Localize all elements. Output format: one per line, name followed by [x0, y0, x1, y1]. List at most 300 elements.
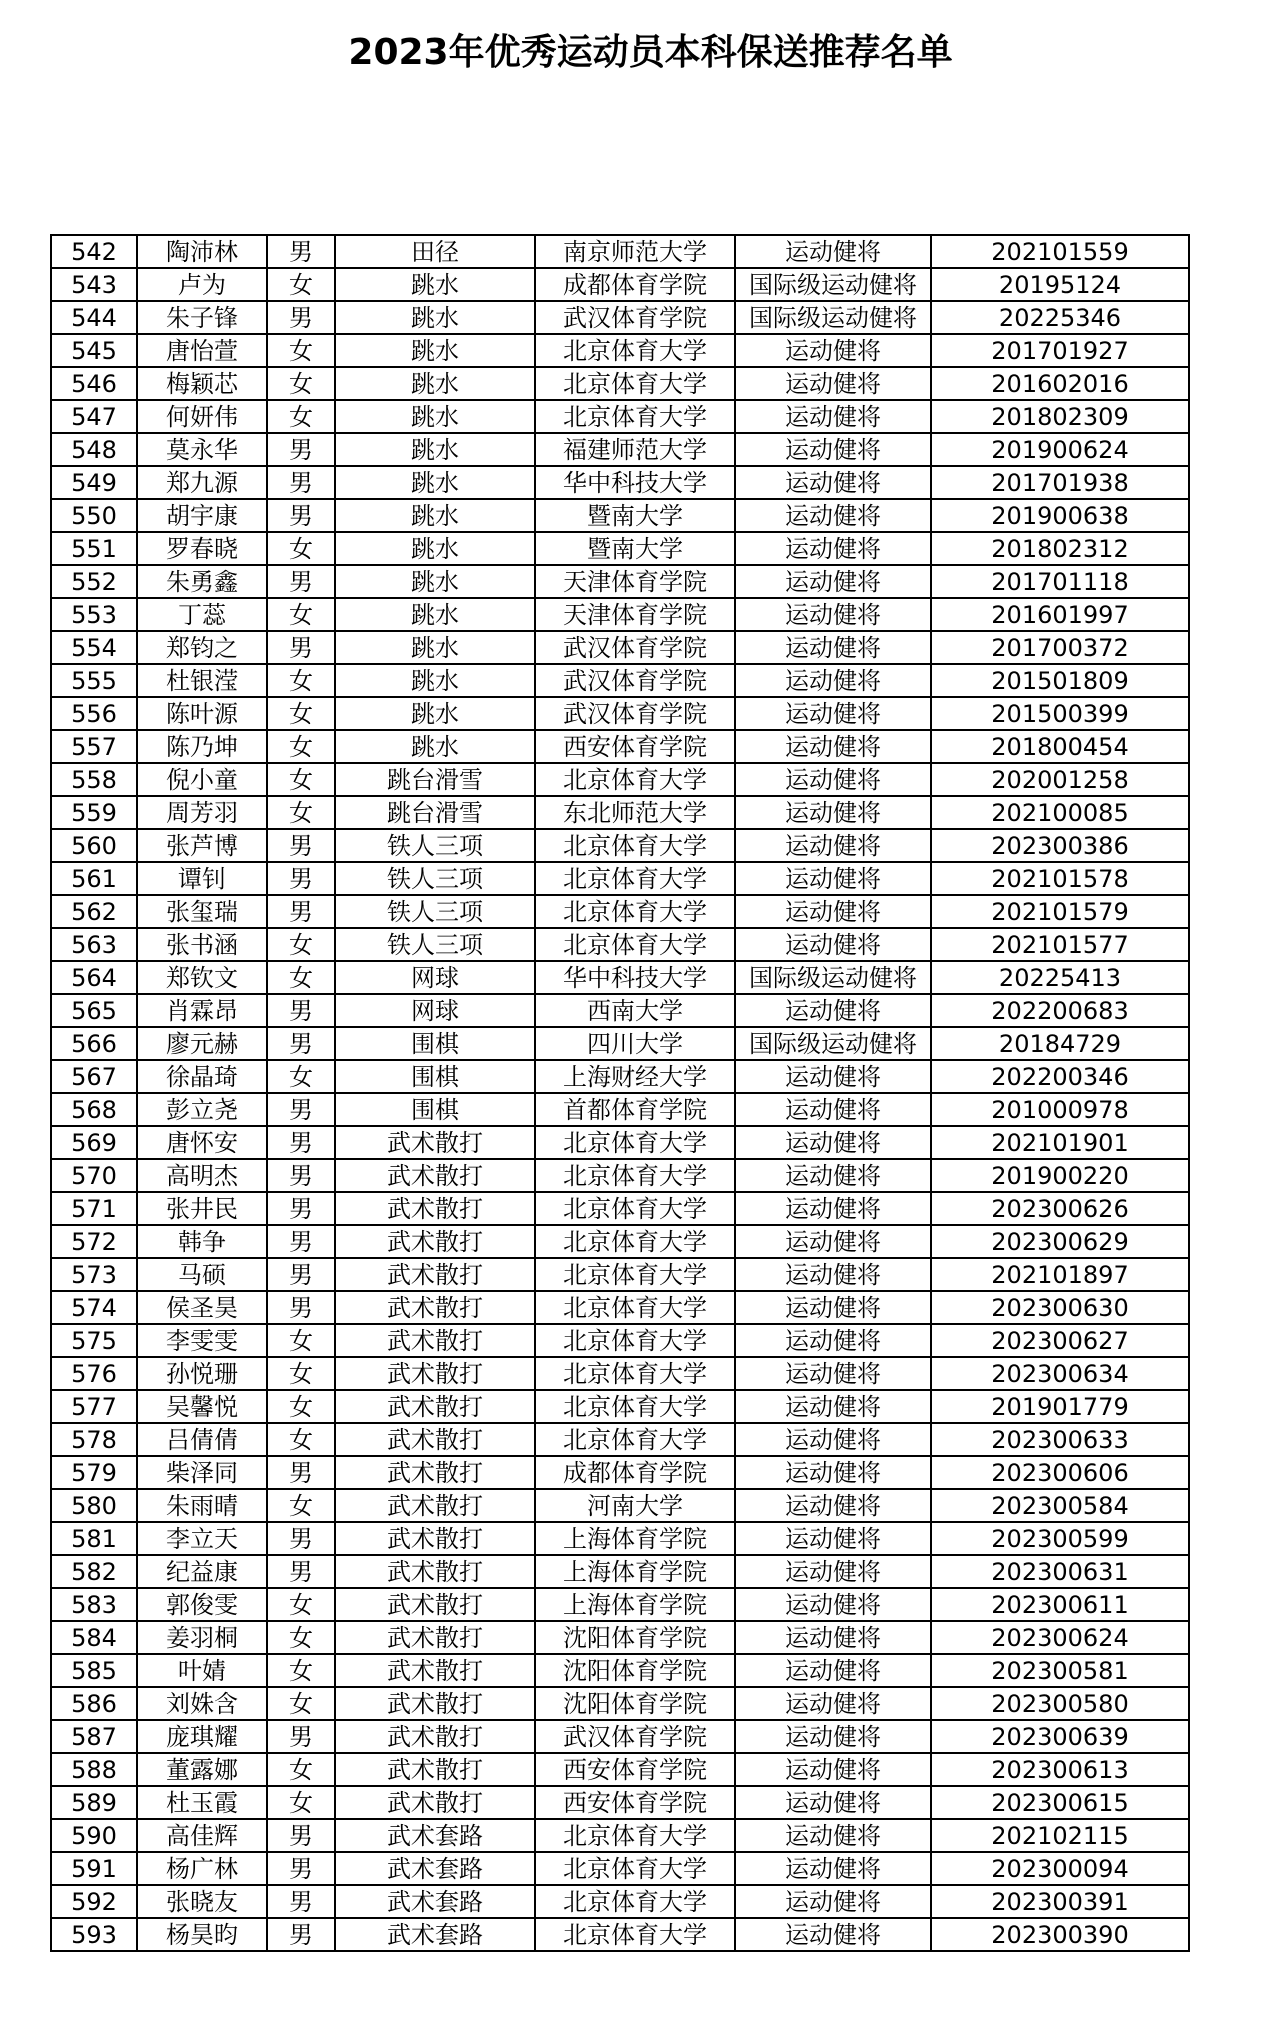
athlete-name-cell: 谭钊: [137, 862, 267, 895]
sport-event-cell: 铁人三项: [335, 862, 535, 895]
certificate-number-cell: 202300580: [931, 1687, 1189, 1720]
gender-cell: 女: [267, 1324, 335, 1357]
athlete-name-cell: 郑九源: [137, 466, 267, 499]
certificate-number-cell: 202300584: [931, 1489, 1189, 1522]
seq-number-cell: 561: [51, 862, 137, 895]
certificate-number-cell: 201601997: [931, 598, 1189, 631]
university-cell: 上海财经大学: [535, 1060, 735, 1093]
certificate-number-cell: 201701118: [931, 565, 1189, 598]
athlete-grade-cell: 运动健将: [735, 631, 931, 664]
table-row: [51, 1753, 1189, 1786]
gender-cell: 女: [267, 1357, 335, 1390]
certificate-number-cell: 202100085: [931, 796, 1189, 829]
gender-cell: 女: [267, 1621, 335, 1654]
athlete-grade-cell: 运动健将: [735, 1918, 931, 1951]
certificate-number-cell: 201602016: [931, 367, 1189, 400]
athlete-name-cell: 张井民: [137, 1192, 267, 1225]
athlete-grade-cell: 运动健将: [735, 1852, 931, 1885]
gender-cell: 男: [267, 499, 335, 532]
gender-cell: 男: [267, 1885, 335, 1918]
sport-event-cell: 武术散打: [335, 1621, 535, 1654]
athlete-grade-cell: 运动健将: [735, 1555, 931, 1588]
athlete-name-cell: 陈叶源: [137, 697, 267, 730]
table-row: [51, 1258, 1189, 1291]
athlete-grade-cell: 运动健将: [735, 1819, 931, 1852]
university-cell: 北京体育大学: [535, 1192, 735, 1225]
university-cell: 北京体育大学: [535, 1126, 735, 1159]
athlete-grade-cell: 运动健将: [735, 565, 931, 598]
table-body: [51, 235, 1189, 1951]
certificate-number-cell: 202001258: [931, 763, 1189, 796]
gender-cell: 男: [267, 1159, 335, 1192]
gender-cell: 女: [267, 334, 335, 367]
certificate-number-cell: 201700372: [931, 631, 1189, 664]
university-cell: 北京体育大学: [535, 1852, 735, 1885]
athlete-name-cell: 韩争: [137, 1225, 267, 1258]
athlete-name-cell: 莫永华: [137, 433, 267, 466]
table-row: [51, 1093, 1189, 1126]
sport-event-cell: 武术散打: [335, 1291, 535, 1324]
university-cell: 华中科技大学: [535, 961, 735, 994]
gender-cell: 男: [267, 1258, 335, 1291]
certificate-number-cell: 202101579: [931, 895, 1189, 928]
university-cell: 西安体育学院: [535, 1786, 735, 1819]
seq-number-cell: 568: [51, 1093, 137, 1126]
seq-number-cell: 586: [51, 1687, 137, 1720]
athlete-name-cell: 倪小童: [137, 763, 267, 796]
sport-event-cell: 跳水: [335, 697, 535, 730]
athlete-name-cell: 卢为: [137, 268, 267, 301]
table-row: [51, 268, 1189, 301]
athlete-name-cell: 梅颖芯: [137, 367, 267, 400]
seq-number-cell: 558: [51, 763, 137, 796]
sport-event-cell: 跳水: [335, 466, 535, 499]
athlete-grade-cell: 国际级运动健将: [735, 301, 931, 334]
certificate-number-cell: 201802312: [931, 532, 1189, 565]
athlete-name-cell: 周芳羽: [137, 796, 267, 829]
table-row: [51, 1192, 1189, 1225]
sport-event-cell: 跳台滑雪: [335, 796, 535, 829]
seq-number-cell: 563: [51, 928, 137, 961]
athlete-grade-cell: 运动健将: [735, 235, 931, 268]
seq-number-cell: 552: [51, 565, 137, 598]
seq-number-cell: 580: [51, 1489, 137, 1522]
athlete-name-cell: 李立天: [137, 1522, 267, 1555]
athlete-name-cell: 郭俊雯: [137, 1588, 267, 1621]
sport-event-cell: 武术散打: [335, 1423, 535, 1456]
university-cell: 河南大学: [535, 1489, 735, 1522]
athlete-grade-cell: 运动健将: [735, 598, 931, 631]
university-cell: 武汉体育学院: [535, 697, 735, 730]
seq-number-cell: 581: [51, 1522, 137, 1555]
certificate-number-cell: 202200346: [931, 1060, 1189, 1093]
sport-event-cell: 跳水: [335, 664, 535, 697]
university-cell: 北京体育大学: [535, 763, 735, 796]
seq-number-cell: 584: [51, 1621, 137, 1654]
athlete-name-cell: 张晓友: [137, 1885, 267, 1918]
gender-cell: 男: [267, 829, 335, 862]
university-cell: 西南大学: [535, 994, 735, 1027]
athlete-grade-cell: 运动健将: [735, 1654, 931, 1687]
certificate-number-cell: 202300386: [931, 829, 1189, 862]
athlete-name-cell: 肖霖昂: [137, 994, 267, 1027]
sport-event-cell: 武术套路: [335, 1918, 535, 1951]
gender-cell: 男: [267, 1720, 335, 1753]
table-row: [51, 730, 1189, 763]
seq-number-cell: 551: [51, 532, 137, 565]
athlete-grade-cell: 运动健将: [735, 334, 931, 367]
seq-number-cell: 575: [51, 1324, 137, 1357]
athlete-grade-cell: 运动健将: [735, 433, 931, 466]
athlete-grade-cell: 运动健将: [735, 499, 931, 532]
table-row: [51, 1555, 1189, 1588]
athlete-grade-cell: 运动健将: [735, 895, 931, 928]
sport-event-cell: 田径: [335, 235, 535, 268]
certificate-number-cell: 202300606: [931, 1456, 1189, 1489]
university-cell: 西安体育学院: [535, 730, 735, 763]
gender-cell: 男: [267, 1027, 335, 1060]
university-cell: 北京体育大学: [535, 1159, 735, 1192]
seq-number-cell: 567: [51, 1060, 137, 1093]
athlete-name-cell: 杨广林: [137, 1852, 267, 1885]
table-row: [51, 1291, 1189, 1324]
athlete-grade-cell: 运动健将: [735, 466, 931, 499]
gender-cell: 女: [267, 1489, 335, 1522]
table-row: [51, 532, 1189, 565]
certificate-number-cell: 201000978: [931, 1093, 1189, 1126]
gender-cell: 男: [267, 1852, 335, 1885]
athlete-grade-cell: 运动健将: [735, 664, 931, 697]
seq-number-cell: 590: [51, 1819, 137, 1852]
athlete-name-cell: 罗春晓: [137, 532, 267, 565]
university-cell: 北京体育大学: [535, 1885, 735, 1918]
seq-number-cell: 548: [51, 433, 137, 466]
certificate-number-cell: 20225413: [931, 961, 1189, 994]
certificate-number-cell: 202300611: [931, 1588, 1189, 1621]
athlete-name-cell: 纪益康: [137, 1555, 267, 1588]
table-row: [51, 1621, 1189, 1654]
table-row: [51, 1027, 1189, 1060]
gender-cell: 女: [267, 1786, 335, 1819]
certificate-number-cell: 201800454: [931, 730, 1189, 763]
athlete-name-cell: 丁蕊: [137, 598, 267, 631]
seq-number-cell: 544: [51, 301, 137, 334]
sport-event-cell: 武术散打: [335, 1324, 535, 1357]
university-cell: 暨南大学: [535, 499, 735, 532]
certificate-number-cell: 202300613: [931, 1753, 1189, 1786]
sport-event-cell: 跳水: [335, 532, 535, 565]
certificate-number-cell: 202200683: [931, 994, 1189, 1027]
certificate-number-cell: 202300639: [931, 1720, 1189, 1753]
university-cell: 北京体育大学: [535, 1390, 735, 1423]
university-cell: 北京体育大学: [535, 928, 735, 961]
sport-event-cell: 武术散打: [335, 1786, 535, 1819]
athlete-grade-cell: 运动健将: [735, 862, 931, 895]
seq-number-cell: 562: [51, 895, 137, 928]
athlete-name-cell: 杜玉霞: [137, 1786, 267, 1819]
table-row: [51, 235, 1189, 268]
table-row: [51, 928, 1189, 961]
seq-number-cell: 579: [51, 1456, 137, 1489]
table-row: [51, 631, 1189, 664]
sport-event-cell: 网球: [335, 961, 535, 994]
university-cell: 华中科技大学: [535, 466, 735, 499]
seq-number-cell: 571: [51, 1192, 137, 1225]
university-cell: 北京体育大学: [535, 1819, 735, 1852]
athlete-name-cell: 董露娜: [137, 1753, 267, 1786]
table-row: [51, 598, 1189, 631]
certificate-number-cell: 202300615: [931, 1786, 1189, 1819]
certificate-number-cell: 201701927: [931, 334, 1189, 367]
sport-event-cell: 武术散打: [335, 1753, 535, 1786]
gender-cell: 女: [267, 928, 335, 961]
athlete-grade-cell: 运动健将: [735, 1357, 931, 1390]
athlete-grade-cell: 运动健将: [735, 1456, 931, 1489]
sport-event-cell: 跳水: [335, 268, 535, 301]
sport-event-cell: 跳水: [335, 301, 535, 334]
sport-event-cell: 武术散打: [335, 1390, 535, 1423]
university-cell: 南京师范大学: [535, 235, 735, 268]
sport-event-cell: 跳水: [335, 598, 535, 631]
table-row: [51, 697, 1189, 730]
athlete-grade-cell: 运动健将: [735, 829, 931, 862]
university-cell: 东北师范大学: [535, 796, 735, 829]
athlete-name-cell: 马硕: [137, 1258, 267, 1291]
athlete-grade-cell: 运动健将: [735, 1225, 931, 1258]
gender-cell: 男: [267, 1093, 335, 1126]
certificate-number-cell: 202300634: [931, 1357, 1189, 1390]
athlete-name-cell: 胡宇康: [137, 499, 267, 532]
certificate-number-cell: 202300630: [931, 1291, 1189, 1324]
university-cell: 天津体育学院: [535, 565, 735, 598]
athlete-name-cell: 张芦博: [137, 829, 267, 862]
athlete-grade-cell: 国际级运动健将: [735, 961, 931, 994]
seq-number-cell: 546: [51, 367, 137, 400]
university-cell: 北京体育大学: [535, 862, 735, 895]
table-row: [51, 1885, 1189, 1918]
seq-number-cell: 557: [51, 730, 137, 763]
gender-cell: 男: [267, 433, 335, 466]
seq-number-cell: 554: [51, 631, 137, 664]
athlete-grade-cell: 运动健将: [735, 1060, 931, 1093]
athlete-name-cell: 郑钧之: [137, 631, 267, 664]
table-row: [51, 994, 1189, 1027]
gender-cell: 男: [267, 1456, 335, 1489]
table-row: [51, 1390, 1189, 1423]
certificate-number-cell: 201802309: [931, 400, 1189, 433]
university-cell: 天津体育学院: [535, 598, 735, 631]
page-title: 2023年优秀运动员本科保送推荐名单: [348, 32, 953, 73]
university-cell: 上海体育学院: [535, 1522, 735, 1555]
university-cell: 上海体育学院: [535, 1588, 735, 1621]
university-cell: 北京体育大学: [535, 1324, 735, 1357]
sport-event-cell: 跳水: [335, 631, 535, 664]
sport-event-cell: 武术散打: [335, 1192, 535, 1225]
table-row: [51, 1852, 1189, 1885]
athlete-grade-cell: 运动健将: [735, 400, 931, 433]
gender-cell: 女: [267, 697, 335, 730]
athlete-grade-cell: 运动健将: [735, 1291, 931, 1324]
university-cell: 成都体育学院: [535, 1456, 735, 1489]
athlete-name-cell: 柴泽同: [137, 1456, 267, 1489]
sport-event-cell: 跳水: [335, 433, 535, 466]
table-row: [51, 466, 1189, 499]
gender-cell: 女: [267, 730, 335, 763]
gender-cell: 男: [267, 466, 335, 499]
university-cell: 北京体育大学: [535, 1357, 735, 1390]
athlete-grade-cell: 运动健将: [735, 796, 931, 829]
certificate-number-cell: 201500399: [931, 697, 1189, 730]
certificate-number-cell: 202300094: [931, 1852, 1189, 1885]
sport-event-cell: 武术散打: [335, 1159, 535, 1192]
athlete-name-cell: 唐怡萱: [137, 334, 267, 367]
university-cell: 北京体育大学: [535, 829, 735, 862]
athlete-name-cell: 刘姝含: [137, 1687, 267, 1720]
seq-number-cell: 550: [51, 499, 137, 532]
gender-cell: 男: [267, 1225, 335, 1258]
gender-cell: 男: [267, 895, 335, 928]
athlete-grade-cell: 运动健将: [735, 1720, 931, 1753]
athlete-name-cell: 吕倩倩: [137, 1423, 267, 1456]
athlete-name-cell: 叶婧: [137, 1654, 267, 1687]
certificate-number-cell: 202300390: [931, 1918, 1189, 1951]
seq-number-cell: 547: [51, 400, 137, 433]
seq-number-cell: 578: [51, 1423, 137, 1456]
seq-number-cell: 559: [51, 796, 137, 829]
table-row: [51, 1654, 1189, 1687]
sport-event-cell: 跳水: [335, 565, 535, 598]
certificate-number-cell: 202101897: [931, 1258, 1189, 1291]
certificate-number-cell: 202101901: [931, 1126, 1189, 1159]
gender-cell: 男: [267, 631, 335, 664]
table-row: [51, 499, 1189, 532]
university-cell: 北京体育大学: [535, 400, 735, 433]
athlete-name-cell: 朱勇鑫: [137, 565, 267, 598]
gender-cell: 女: [267, 1588, 335, 1621]
seq-number-cell: 545: [51, 334, 137, 367]
table-row: [51, 763, 1189, 796]
certificate-number-cell: 201701938: [931, 466, 1189, 499]
athlete-grade-cell: 运动健将: [735, 994, 931, 1027]
athlete-grade-cell: 运动健将: [735, 730, 931, 763]
university-cell: 上海体育学院: [535, 1555, 735, 1588]
gender-cell: 女: [267, 532, 335, 565]
athlete-name-cell: 李雯雯: [137, 1324, 267, 1357]
gender-cell: 男: [267, 862, 335, 895]
table-row: [51, 1357, 1189, 1390]
certificate-number-cell: 202300581: [931, 1654, 1189, 1687]
seq-number-cell: 577: [51, 1390, 137, 1423]
certificate-number-cell: 201900624: [931, 433, 1189, 466]
university-cell: 武汉体育学院: [535, 301, 735, 334]
gender-cell: 女: [267, 1390, 335, 1423]
athlete-grade-cell: 运动健将: [735, 1093, 931, 1126]
table-row: [51, 796, 1189, 829]
seq-number-cell: 570: [51, 1159, 137, 1192]
sport-event-cell: 武术散打: [335, 1588, 535, 1621]
sport-event-cell: 跳台滑雪: [335, 763, 535, 796]
athlete-grade-cell: 运动健将: [735, 1786, 931, 1819]
university-cell: 北京体育大学: [535, 1423, 735, 1456]
table-row: [51, 961, 1189, 994]
certificate-number-cell: 20225346: [931, 301, 1189, 334]
sport-event-cell: 武术散打: [335, 1720, 535, 1753]
seq-number-cell: 565: [51, 994, 137, 1027]
athlete-name-cell: 姜羽桐: [137, 1621, 267, 1654]
athlete-grade-cell: 运动健将: [735, 1423, 931, 1456]
athlete-name-cell: 陈乃坤: [137, 730, 267, 763]
university-cell: 北京体育大学: [535, 1291, 735, 1324]
athlete-grade-cell: 运动健将: [735, 1687, 931, 1720]
gender-cell: 女: [267, 664, 335, 697]
athlete-grade-cell: 运动健将: [735, 532, 931, 565]
seq-number-cell: 569: [51, 1126, 137, 1159]
seq-number-cell: 543: [51, 268, 137, 301]
gender-cell: 女: [267, 367, 335, 400]
sport-event-cell: 跳水: [335, 334, 535, 367]
seq-number-cell: 564: [51, 961, 137, 994]
athlete-grade-cell: 运动健将: [735, 1192, 931, 1225]
certificate-number-cell: 201501809: [931, 664, 1189, 697]
gender-cell: 女: [267, 400, 335, 433]
athlete-grade-cell: 运动健将: [735, 763, 931, 796]
athlete-name-cell: 侯圣昊: [137, 1291, 267, 1324]
table-row: [51, 367, 1189, 400]
table-row: [51, 664, 1189, 697]
certificate-number-cell: 202300629: [931, 1225, 1189, 1258]
athlete-name-cell: 孙悦珊: [137, 1357, 267, 1390]
sport-event-cell: 武术散打: [335, 1654, 535, 1687]
table-row: [51, 1786, 1189, 1819]
gender-cell: 女: [267, 961, 335, 994]
sport-event-cell: 武术散打: [335, 1126, 535, 1159]
athlete-grade-cell: 运动健将: [735, 367, 931, 400]
sport-event-cell: 武术散打: [335, 1687, 535, 1720]
gender-cell: 女: [267, 268, 335, 301]
sport-event-cell: 武术散打: [335, 1456, 535, 1489]
gender-cell: 男: [267, 1126, 335, 1159]
athlete-grade-cell: 运动健将: [735, 697, 931, 730]
athlete-name-cell: 唐怀安: [137, 1126, 267, 1159]
university-cell: 武汉体育学院: [535, 664, 735, 697]
certificate-number-cell: 201901779: [931, 1390, 1189, 1423]
university-cell: 北京体育大学: [535, 1918, 735, 1951]
athlete-grade-cell: 运动健将: [735, 1885, 931, 1918]
athlete-name-cell: 彭立尧: [137, 1093, 267, 1126]
gender-cell: 女: [267, 1687, 335, 1720]
table-row: [51, 433, 1189, 466]
table-row: [51, 1588, 1189, 1621]
sport-event-cell: 武术套路: [335, 1819, 535, 1852]
certificate-number-cell: 20195124: [931, 268, 1189, 301]
table-row: [51, 1489, 1189, 1522]
certificate-number-cell: 202101559: [931, 235, 1189, 268]
sport-event-cell: 网球: [335, 994, 535, 1027]
seq-number-cell: 585: [51, 1654, 137, 1687]
gender-cell: 男: [267, 565, 335, 598]
table-row: [51, 1522, 1189, 1555]
seq-number-cell: 542: [51, 235, 137, 268]
table-row: [51, 1060, 1189, 1093]
athlete-name-cell: 杜银滢: [137, 664, 267, 697]
university-cell: 沈阳体育学院: [535, 1654, 735, 1687]
athlete-grade-cell: 运动健将: [735, 1489, 931, 1522]
recommendation-table: [50, 234, 1190, 1952]
table-row: [51, 1720, 1189, 1753]
sport-event-cell: 跳水: [335, 400, 535, 433]
gender-cell: 女: [267, 1753, 335, 1786]
seq-number-cell: 593: [51, 1918, 137, 1951]
